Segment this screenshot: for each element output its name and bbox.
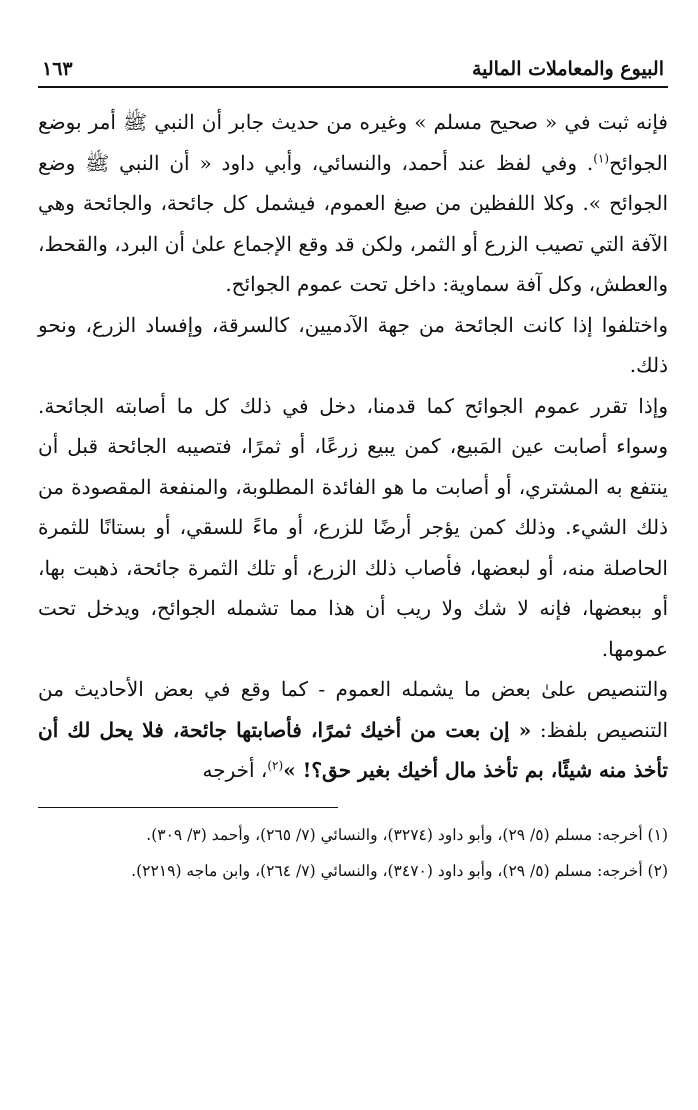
paragraph-4-text-a: والتنصيص علىٰ بعض ما يشمله العموم - كما وقع في بعض الأحاديث من التنصيص بلفظ:	[38, 677, 669, 742]
footnote-2: (٢) أخرجه: مسلم (٥/ ٢٩)، وأبو داود (٣٤٧٠)، والنسائي (٧/ ٢٦٤)، وابن ماجه (٢٢١٩).	[131, 861, 668, 880]
footnotes	[38, 820, 668, 886]
page-number: ١٦٣	[42, 58, 73, 80]
paragraph-3	[38, 386, 668, 670]
header-title: البيوع والمعاملات المالية	[471, 58, 664, 80]
footnote-ref-2[interactable]: (٢)	[267, 758, 284, 773]
paragraph-1-text-a: فإنه ثبت في « صحيح مسلم » وغيره من حديث جابر أن النبي ﷺ أمر بوضع الجوائح	[38, 110, 668, 175]
paragraph-4-text-b: ، أخرجه	[202, 758, 268, 782]
hadith-quote: « إن بعت من أخيك ثمرًا، فأصابتها جائحة، فلا يحل لك أن تأخذ منه شيئًا، بم تأخذ مال أخيك بغير حق؟! »	[38, 717, 668, 782]
footnote-divider	[38, 807, 338, 808]
paragraph-2	[38, 305, 668, 386]
paragraph-1	[38, 102, 668, 305]
paragraph-2-text: واختلفوا إذا كانت الجائحة من جهة الآدميين، كالسرقة، وإفساد الزرع، ونحو ذلك.	[38, 312, 668, 377]
paragraph-3-text: وإذا تقرر عموم الجوائح كما قدمنا، دخل في ذلك كل ما أصابته الجائحة. وسواء أصابت عين المَبيع، كمن يبيع زرعًا، أو ثمرًا، فتصيبه الجائحة قبل أن ينتفع به المشتري، أو أصابت ما هو الفائدة المطلوبة، والمنفعة المقصودة من ذلك الشيء. وذلك كمن يؤجر أرضًا للزرع، أو ماءً للسقي، أو بستانًا للثمرة الحاصلة منه، أو لبعضها، فأصاب ذلك الزرع، أو تلك الثمرة جائحة، ذهبت بها، أو ببعضها، فإنه لا شك ولا ريب أن هذا مما تشمله الجوائح، ويدخل تحت عمومها.	[38, 393, 668, 661]
paragraph-1-text-b: . وفي لفظ عند أحمد، والنسائي، وأبي داود « أن النبي ﷺ وضع الجوائح ». وكلا اللفظين من صيغ العموم، فيشمل كل جائحة، والجائحة وهي الآفة التي تصيب الزرع أو الثمر، ولكن قد وقع الإجماع علىٰ أن البرد، والقحط، والعطش، وكل آفة سماوية: داخل تحت عموم الجوائح.	[38, 150, 669, 296]
footnote-ref-1[interactable]: (١)	[593, 150, 610, 165]
footnote-1: (١) أخرجه: مسلم (٥/ ٢٩)، وأبو داود (٣٢٧٤)، والنسائي (٧/ ٢٦٥)، وأحمد (٣/ ٣٠٩).	[146, 825, 668, 844]
paragraph-4	[38, 669, 668, 791]
body-text	[38, 102, 668, 791]
running-header	[38, 58, 668, 88]
